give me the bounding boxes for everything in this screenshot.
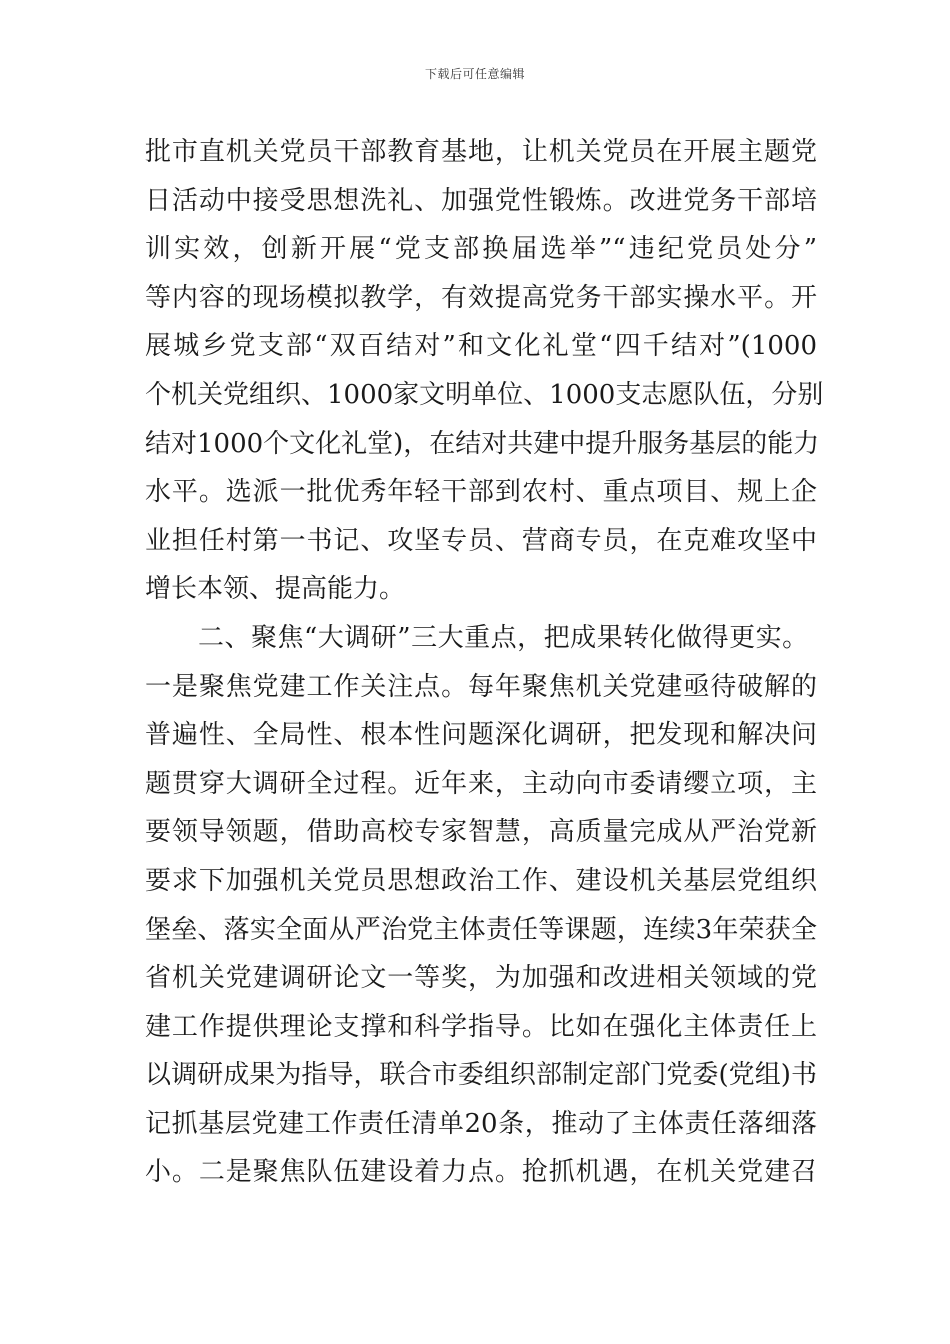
- text-line: 要领导领题，借助高校专家智慧，高质量完成从严治党新: [145, 817, 817, 848]
- text-line: 展城乡党支部“双百结对”和文化礼堂“四千结对”(1000: [145, 331, 817, 362]
- page-header: 下载后可任意编辑: [424, 67, 525, 81]
- text-line: 记抓基层党建工作责任清单20条，推动了主体责任落细落: [145, 1108, 817, 1139]
- text-line: 训实效，创新开展“党支部换届选举”“违纪党员处分”: [145, 234, 817, 265]
- text-line: 小。二是聚焦队伍建设着力点。抢抓机遇，在机关党建召: [145, 1157, 817, 1188]
- paragraph-heading-line: 二、聚焦“大调研”三大重点，把成果转化做得更实。: [145, 622, 809, 653]
- text-line: 批市直机关党员干部教育基地，让机关党员在开展主题党: [145, 137, 817, 167]
- text-line: 结对1000个文化礼堂)，在结对共建中提升服务基层的能力: [145, 428, 820, 459]
- text-line: 增长本领、提高能力。: [145, 574, 406, 605]
- text-line: 水平。选派一批优秀年轻干部到农村、重点项目、规上企: [145, 477, 817, 508]
- text-line: 以调研成果为指导，联合市委组织部制定部门党委(党组)书: [145, 1060, 817, 1091]
- text-line: 建工作提供理论支撑和科学指导。比如在强化主体责任上: [145, 1011, 817, 1042]
- text-line: 要求下加强机关党员思想政治工作、建设机关基层党组织: [145, 865, 817, 896]
- text-line: 日活动中接受思想洗礼、加强党性锻炼。改进党务干部培: [145, 185, 817, 216]
- text-line: 堡垒、落实全面从严治党主体责任等课题，连续3年荣获全: [145, 914, 817, 945]
- text-line: 业担任村第一书记、攻坚专员、营商专员，在克难攻坚中: [145, 525, 817, 556]
- document-body: [145, 128, 824, 1197]
- text-line: 一是聚焦党建工作关注点。每年聚焦机关党建亟待破解的: [145, 671, 817, 702]
- text-line: 题贯穿大调研全过程。近年来，主动向市委请缨立项，主: [145, 768, 817, 799]
- text-line: 普遍性、全局性、根本性问题深化调研，把发现和解决问: [145, 720, 817, 751]
- text-line: 省机关党建调研论文一等奖，为加强和改进相关领域的党: [145, 963, 817, 994]
- text-line: 个机关党组织、1000家文明单位、1000支志愿队伍，分别: [145, 379, 824, 410]
- text-line: 等内容的现场模拟教学，有效提高党务干部实操水平。开: [145, 282, 817, 313]
